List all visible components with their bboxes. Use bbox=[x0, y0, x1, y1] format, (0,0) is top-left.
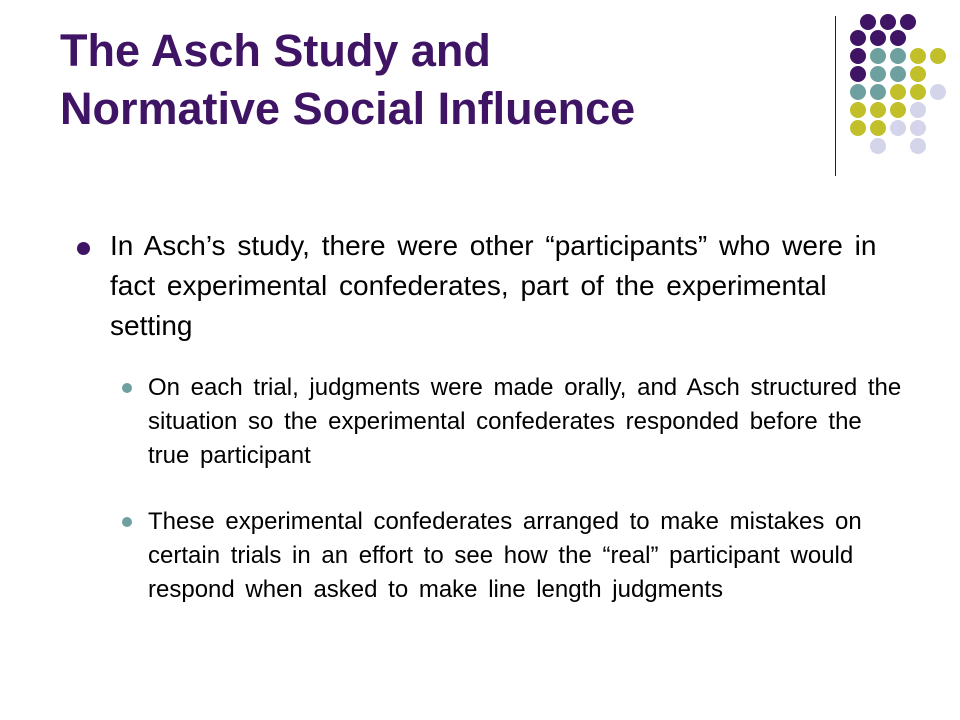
sub-bullet-text: On each trial, judgments were made orally, and Asch structured the situation so the experimental confederates responded before the true participant bbox=[148, 374, 902, 469]
sub-bullet-text: These experimental confederates arranged to make mistakes on certain trials in an effort to see how the “real” participant would respond when asked to make line length judgments bbox=[148, 508, 862, 603]
bullet-text: In Asch’s study, there were other “participants” who were in fact experimental confederates, part of the experimental setting bbox=[110, 230, 877, 341]
slide-title-line-1: The Asch Study and bbox=[60, 25, 491, 76]
sub-bullet-icon bbox=[122, 517, 132, 527]
slide-title-line-2: Normative Social Influence bbox=[60, 83, 636, 134]
bullet-icon bbox=[77, 242, 90, 255]
sub-bullet-icon bbox=[122, 383, 132, 393]
